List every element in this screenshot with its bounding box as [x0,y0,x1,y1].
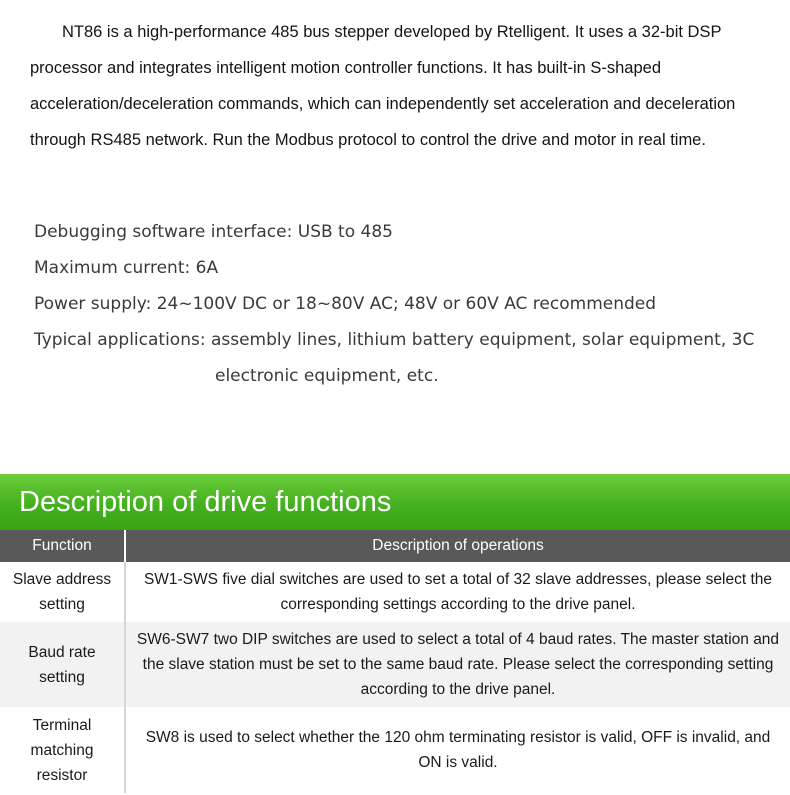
spec-list [34,214,774,394]
section-title: Description of drive functions [19,486,392,518]
header-description: Description of operations [125,530,790,562]
spec-max-current: Maximum current: 6A [34,258,219,278]
table-row [0,622,790,707]
spec-power-supply: Power supply: 24~100V DC or 18~80V AC; 48V or 60V AC recommended [34,294,657,314]
description-cell: SW8 is used to select whether the 120 ohm terminating resistor is valid, OFF is invalid, and ON is valid. [125,707,790,793]
description-cell: SW1-SWS five dial switches are used to set a total of 32 slave addresses, please select the corresponding settings according to the drive panel. [125,562,790,622]
function-cell: Slave address setting [0,562,125,622]
header-function: Function [0,530,125,562]
spec-applications: Typical applications: assembly lines, lithium battery equipment, solar equipment, 3C [34,330,755,350]
intro-paragraph: NT86 is a high-performance 485 bus stepper developed by Rtelligent. It uses a 32-bit DSP processor and integrates intelligent motion controller functions. It has built-in S-shaped acceleration/deceleration commands, which can independently set acceleration and deceleration through RS485 network. Run the Modbus protocol to control the drive and motor in real time. [30,23,736,149]
spec-applications-continued: electronic equipment, etc. [215,366,439,386]
table-row [0,562,790,622]
function-cell: Baud rate setting [0,622,125,707]
section-banner [0,474,790,530]
spec-debug-interface: Debugging software interface: USB to 485 [34,222,393,242]
table-row [0,707,790,793]
description-cell: SW6-SW7 two DIP switches are used to select a total of 4 baud rates. The master station and the slave station must be set to the same baud rate. Please select the corresponding setting according to the drive panel. [125,622,790,707]
function-cell: Terminal matching resistor [0,707,125,793]
table-header-row [0,530,790,562]
functions-table [0,530,790,793]
